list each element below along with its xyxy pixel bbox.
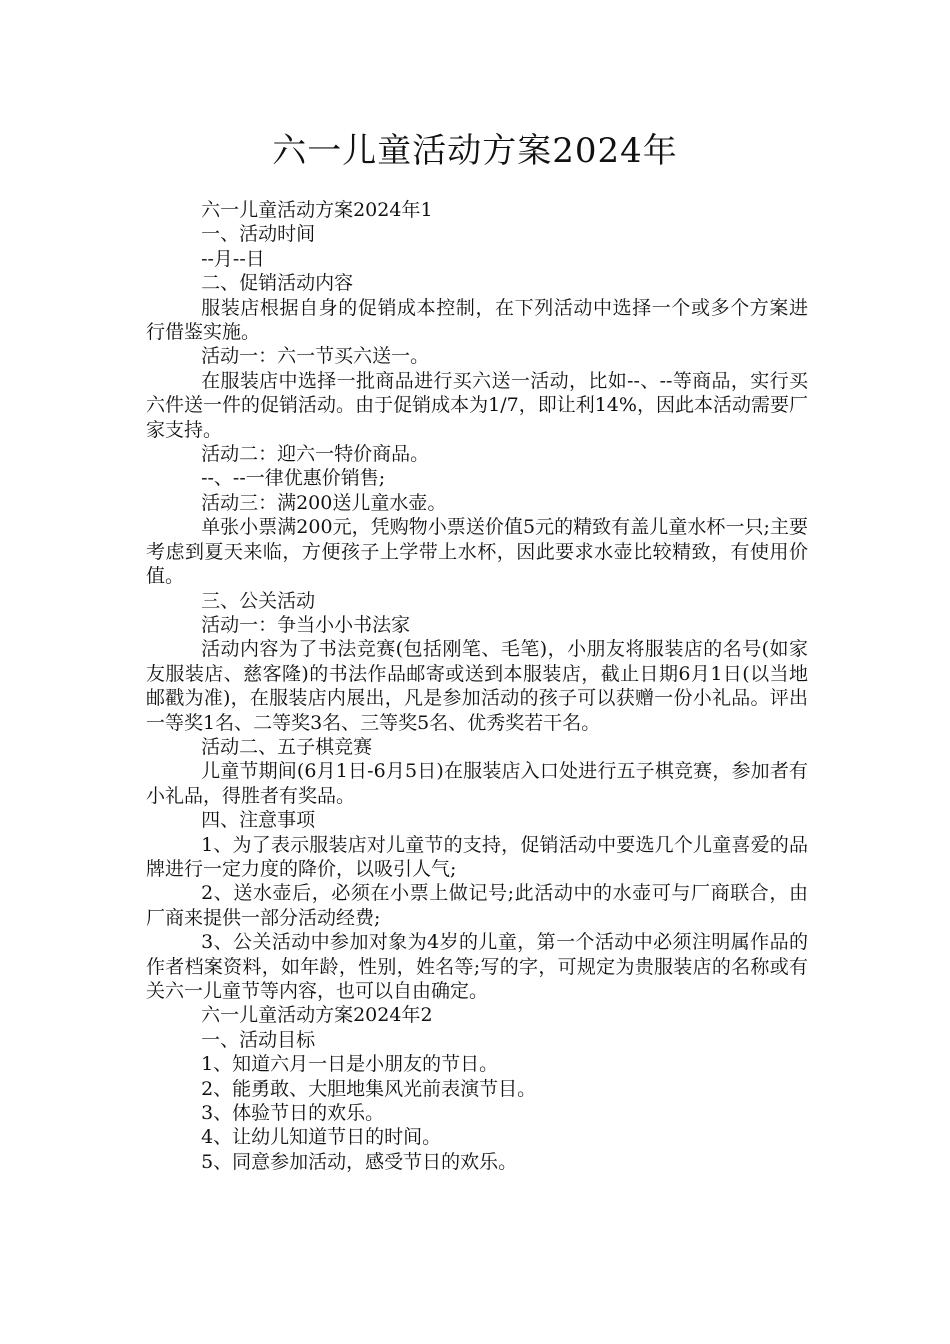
paragraph: 4、让幼儿知道节日的时间。: [201, 1126, 442, 1149]
paragraph: 2、能勇敢、大胆地集风光前表演节目。: [201, 1077, 537, 1100]
paragraph: 活动二、五子棋竞赛: [201, 735, 373, 758]
section-heading: 六一儿童活动方案2024年1: [201, 199, 433, 221]
paragraph: --、--一律优惠价销售;: [201, 467, 386, 490]
paragraph: 服装店根据自身的促销成本控制，在下列活动中选择一个或多个方案进行借鉴实施。: [146, 296, 808, 344]
heading: 四、注意事项: [201, 809, 316, 832]
paragraph: 1、知道六月一日是小朋友的节日。: [201, 1053, 499, 1076]
paragraph: 3、公关活动中参加对象为4岁的儿童，第一个活动中必须注明属作品的作者档案资料，如年龄，性别，姓名等;写的字，可规定为贵服装店的名称或有关六一儿童节等内容，也可以自由确定。: [146, 931, 808, 1002]
paragraph: 活动一：争当小小书法家: [201, 613, 411, 636]
paragraph: 单张小票满200元，凭购物小票送价值5元的精致有盖儿童水杯一只;主要考虑到夏天来临，方便孩子上学带上水杯，因此要求水壶比较精致，有使用价值。: [146, 516, 808, 588]
heading: 一、活动时间: [201, 223, 316, 246]
paragraph: --月--日: [201, 247, 265, 270]
paragraph: 儿童节期间(6月1日-6月5日)在服装店入口处进行五子棋竞赛，参加者有小礼品，得胜者有奖品。: [146, 760, 808, 807]
paragraph: 活动内容为了书法竞赛(包括刚笔、毛笔)，小朋友将服装店的名号(如家友服装店、慈客隆)的书法作品邮寄或送到本服装店，截止日期6月1日(以当地邮戳为准)，在服装店内展出，凡是参加活动的孩子可以获赠一份小礼品。评出一等奖1名、二等奖3名、三等奖5名、优秀奖若干名。: [146, 638, 808, 734]
heading: 三、公关活动: [201, 589, 316, 612]
paragraph: 1、为了表示服装店对儿童节的支持，促销活动中要选几个儿童喜爱的品牌进行一定力度的降价，以吸引人气;: [146, 833, 808, 880]
document-body: [146, 198, 808, 1174]
heading: 二、促销活动内容: [201, 272, 354, 295]
paragraph: 2、送水壶后，必须在小票上做记号;此活动中的水壶可与厂商联合，由厂商来提供一部分活动经费;: [146, 882, 808, 929]
heading: 一、活动目标: [201, 1028, 316, 1051]
paragraph: 5、同意参加活动，感受节日的欢乐。: [201, 1150, 518, 1173]
page-title: 六一儿童活动方案2024年: [272, 131, 678, 171]
paragraph: 在服装店中选择一批商品进行买六送一活动，比如--、--等商品，实行买六件送一件的促销活动。由于促销成本为1/7，即让利14%，因此本活动需要厂家支持。: [146, 369, 808, 441]
paragraph: 活动二：迎六一特价商品。: [201, 443, 430, 466]
paragraph: 活动一：六一节买六送一。: [201, 345, 430, 368]
paragraph: 活动三：满200送儿童水壶。: [201, 491, 447, 514]
paragraph: 3、体验节日的欢乐。: [201, 1102, 385, 1125]
section-heading: 六一儿童活动方案2024年2: [201, 1004, 433, 1027]
